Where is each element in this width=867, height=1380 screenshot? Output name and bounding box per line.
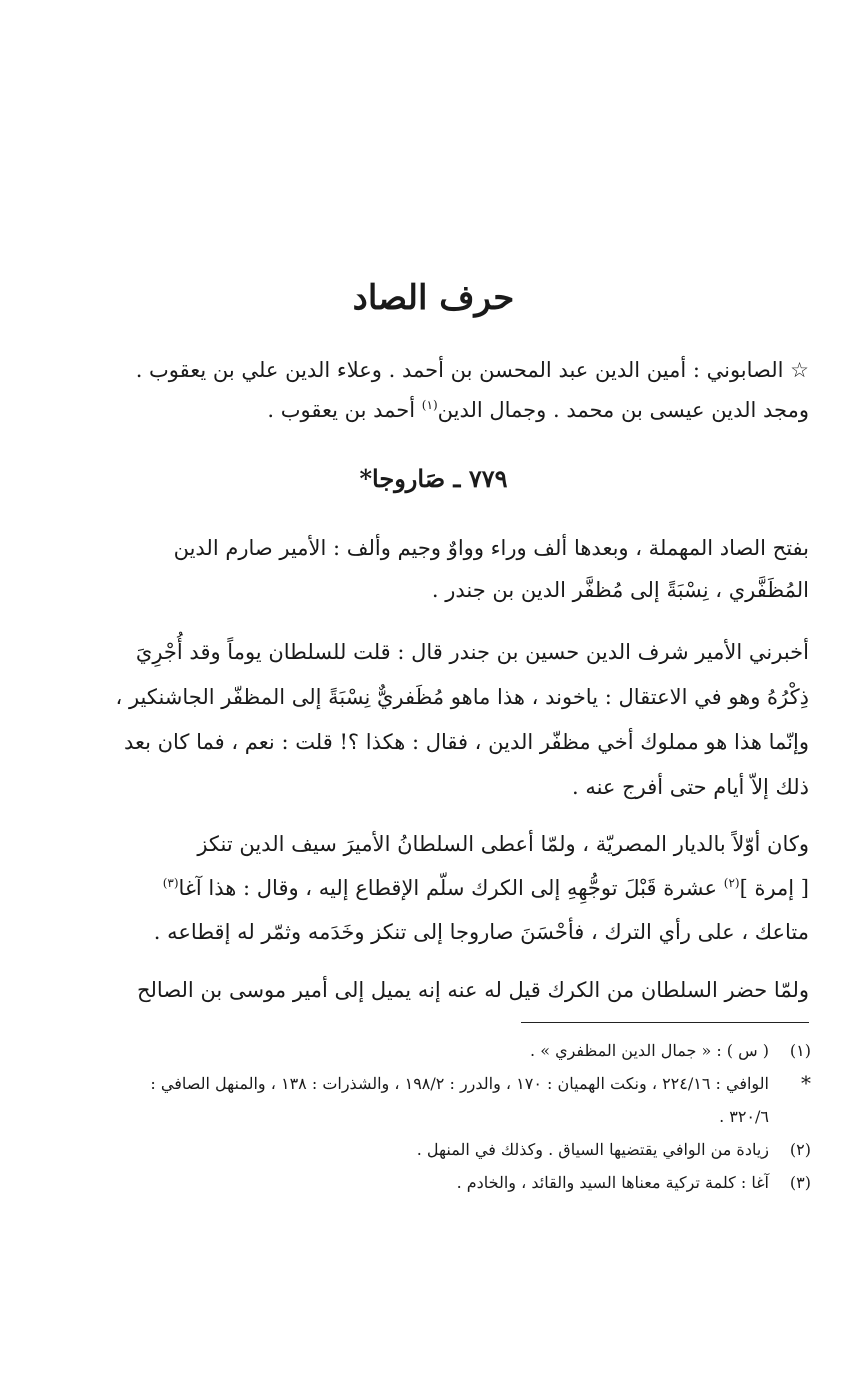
paragraph-2-line-3: وإنّما هذا هو مملوك أخي مظفّر الدين ، فقال : هكذا ؟! قلت : نعم ، فما كان بعد	[123, 730, 809, 754]
footnote-separator	[521, 1022, 809, 1023]
paragraph-4	[76, 970, 809, 1010]
intro-paragraph	[76, 350, 809, 430]
footnote-2-text: زيادة من الوافي يقتضيها السياق . وكذلك في المنهل .	[416, 1140, 769, 1159]
footnote-1	[56, 1034, 811, 1067]
paragraph-1-line-1: بفتح الصاد المهملة ، وبعدها ألف وراء وواوٌ وجيم وألف : الأمير صارم الدين	[173, 536, 809, 560]
footnote-3-text: آغا : كلمة تركية معناها السيد والقائد ، والخادم .	[456, 1173, 769, 1192]
paragraph-2-line-4: ذلك إلاّ أيام حتى أفرج عنه .	[571, 775, 809, 799]
footnote-ref-3: (٣)	[162, 876, 179, 890]
paragraph-3-line-2-b: عشرة قَبْلَ توجُّهِهِ إلى الكرك سلّم الإقطاع إليه ، وقال : هذا آغا	[178, 876, 718, 900]
paragraph-2	[76, 630, 809, 810]
footnote-2	[56, 1133, 811, 1166]
paragraph-4-line-1: ولمّا حضر السلطان من الكرك قيل له عنه إنه يميل إلى أمير موسى بن الصالح	[136, 978, 809, 1002]
paragraph-3-line-3: متاعك ، على رأي الترك ، فأحْسَنَ صاروجا إلى تنكز وخَدَمه وثمّر له إقطاعه .	[153, 920, 809, 944]
footnote-3-number: (٣)	[789, 1173, 811, 1192]
footnote-star	[56, 1067, 811, 1133]
footnote-2-number: (٢)	[789, 1140, 811, 1159]
intro-line-2	[76, 390, 809, 430]
paragraph-3-line-2-a: [ إمرة ]	[739, 876, 809, 900]
footnotes	[56, 1034, 811, 1199]
paragraph-1	[76, 527, 809, 611]
footnote-1-text: ( س ) : « جمال الدين المظفري » .	[530, 1041, 769, 1060]
intro-line-2-end: أحمد بن يعقوب .	[267, 398, 416, 422]
paragraph-2-line-2: ذِكْرُهُ وهو في الاعتقال : ياخوند ، هذا ماهو مُظَفريٌّ نِسْبَةً إلى المظفّر الجاشنكير ،	[115, 685, 809, 709]
intro-line-2-text: ومجد الدين عيسى بن محمد . وجمال الدين	[437, 398, 809, 422]
footnote-star-mark: *	[801, 1071, 811, 1095]
footnote-star-body	[56, 1067, 769, 1133]
footnote-star-text: الوافي : ٢٢٤/١٦ ، ونكت الهميان : ١٧٠ ، والدرر : ١٩٨/٢ ، والشذرات : ١٣٨ ، والمنهل الصافي :	[150, 1074, 769, 1093]
footnote-ref-2: (٢)	[723, 876, 740, 890]
paragraph-3-line-1: وكان أوّلاً بالديار المصريّة ، ولمّا أعطى السلطانُ الأميرَ سيف الدين تنكز	[197, 832, 809, 856]
footnote-ref-1: (١)	[421, 398, 438, 412]
footnote-1-number: (١)	[789, 1041, 811, 1060]
paragraph-2-line-1: أخبرني الأمير شرف الدين حسين بن جندر قال : قلت للسلطان يوماً وقد أُجْرِيَ	[135, 640, 809, 664]
footnote-star-text-2: ٣٢٠/٦ .	[719, 1107, 769, 1126]
footnote-3	[56, 1166, 811, 1199]
paragraph-1-line-2: المُظَفَّري ، نِسْبَةً إلى مُظفَّر الدين بن جندر .	[431, 578, 809, 602]
entry-title: ٧٧٩ ـ صَاروجا*	[359, 464, 508, 493]
paragraph-3-line-2	[76, 866, 809, 910]
paragraph-3	[76, 822, 809, 954]
intro-line-1: ☆ الصابوني : أمين الدين عبد المحسن بن أحمد . وعلاء الدين علي بن يعقوب .	[135, 358, 809, 382]
chapter-heading: حرف الصاد	[352, 278, 515, 318]
